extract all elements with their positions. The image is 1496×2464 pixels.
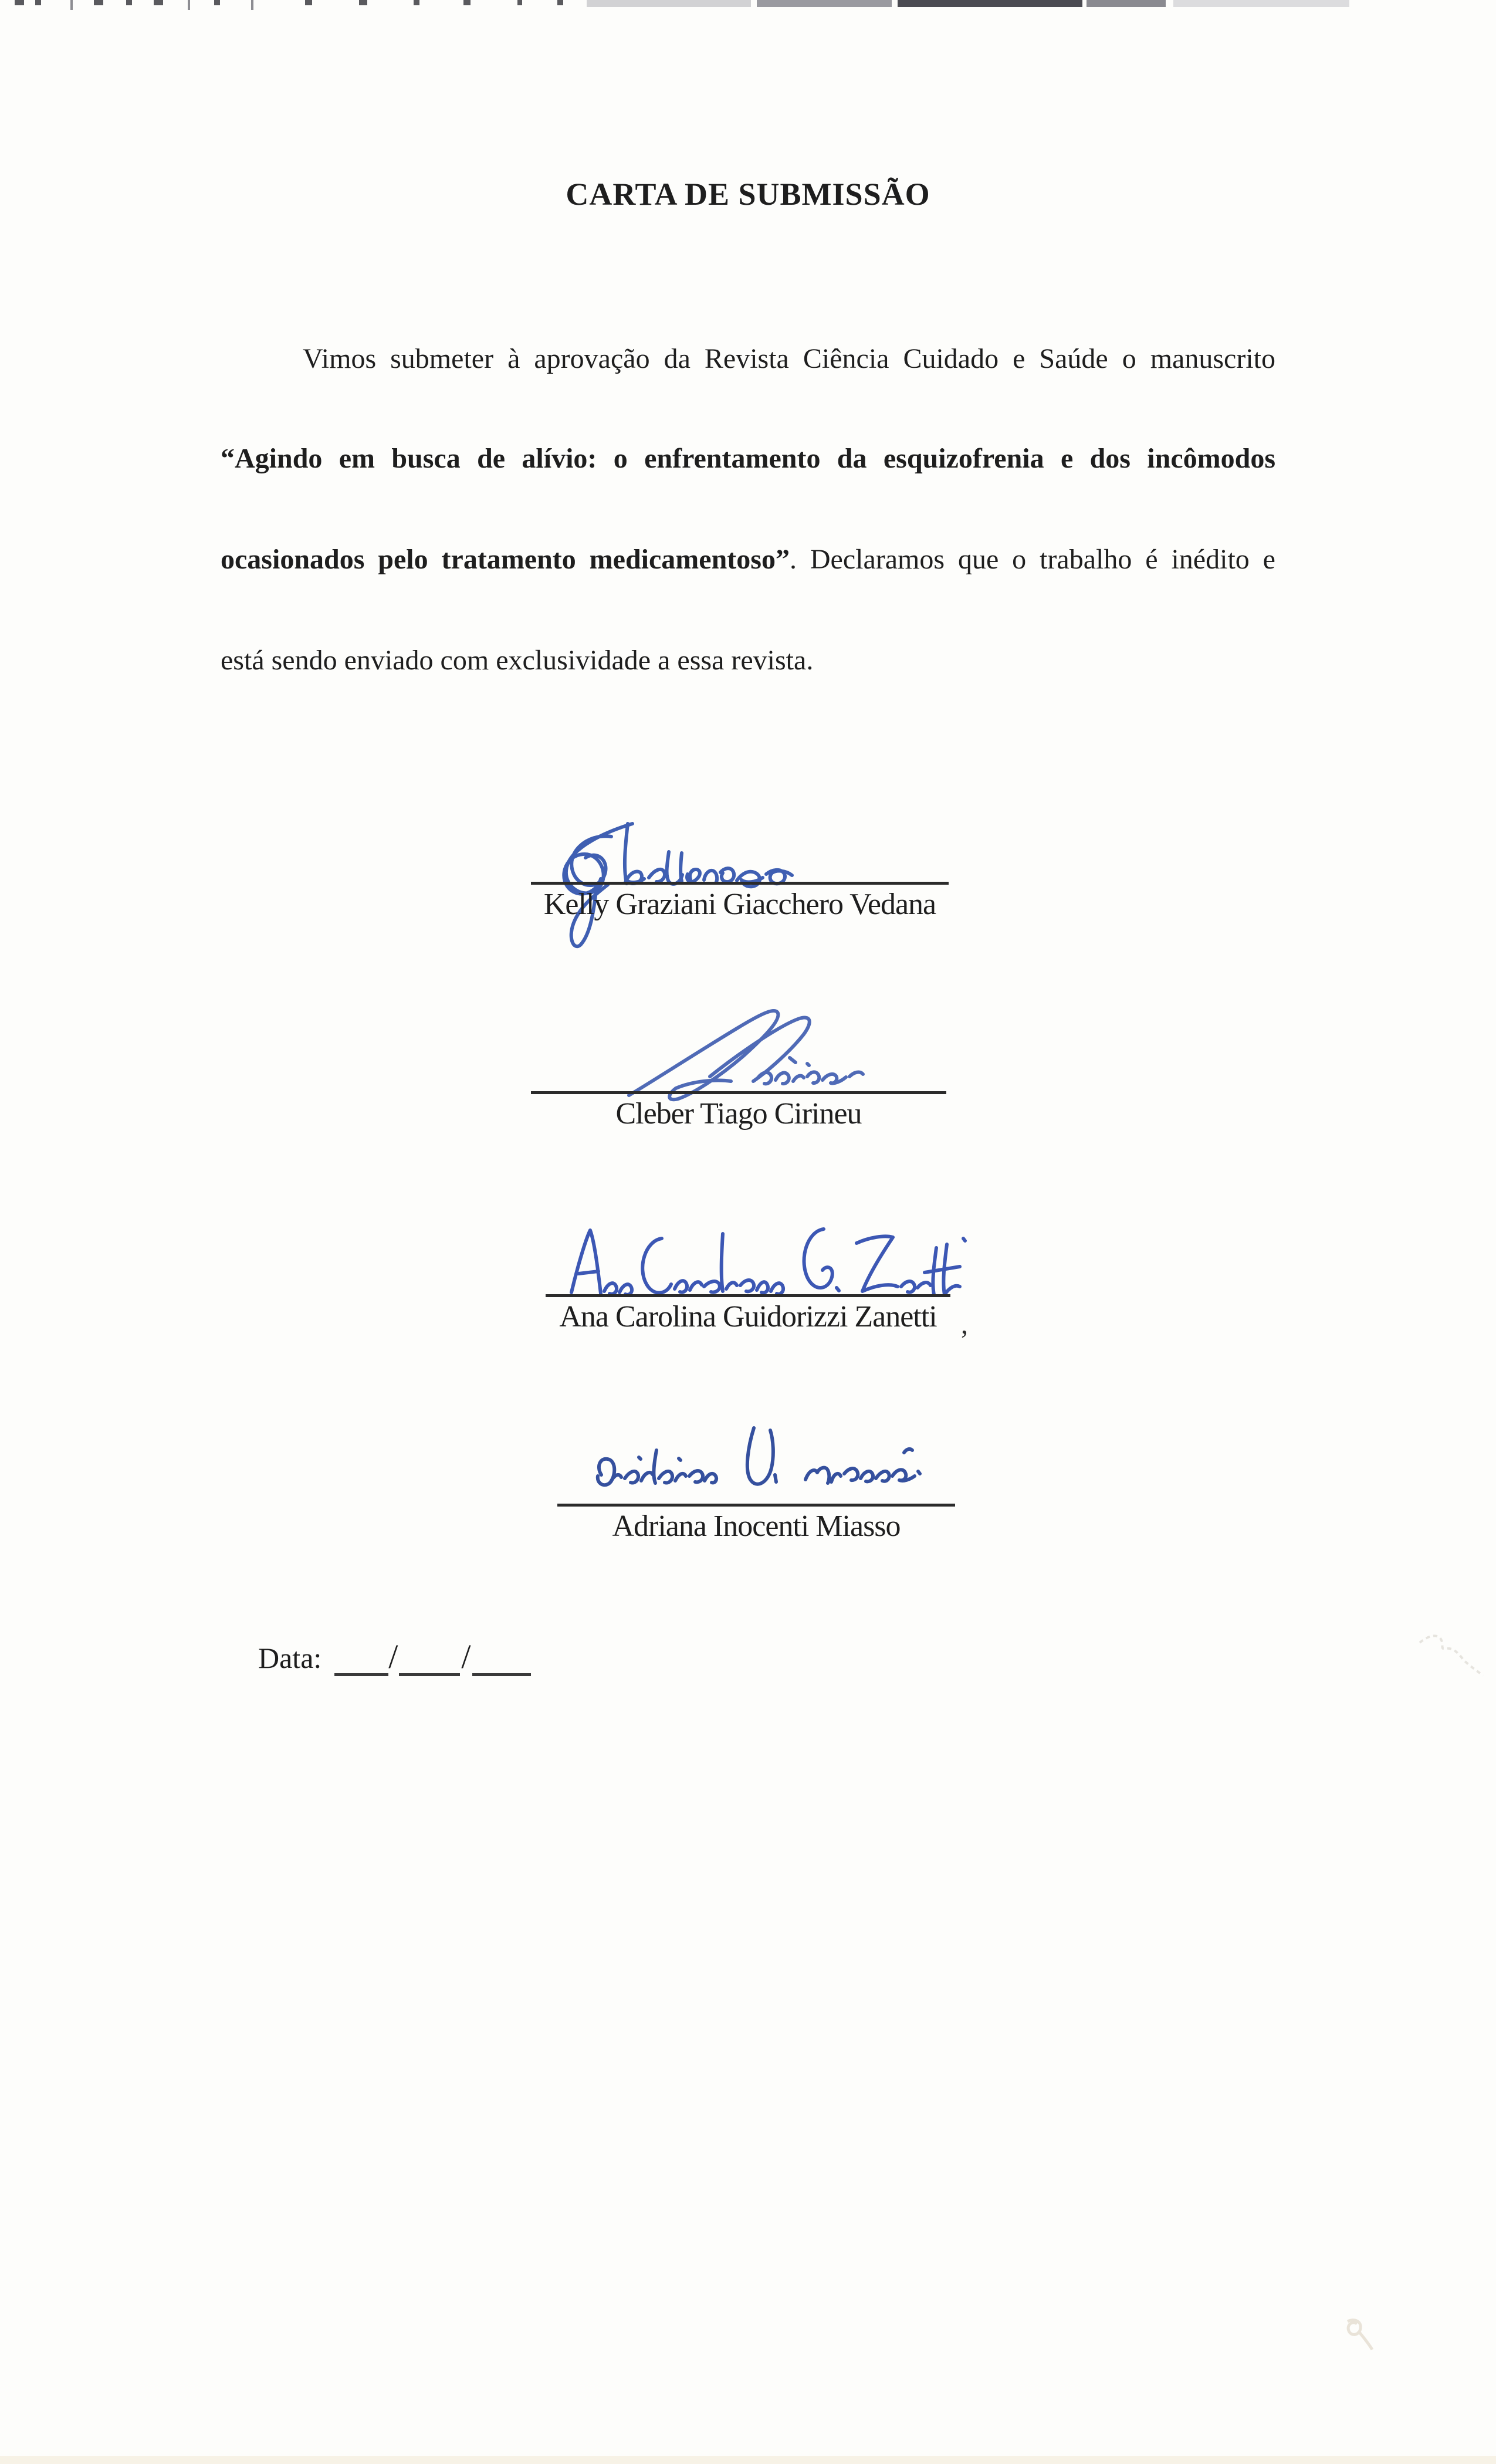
scan-artifact [188, 0, 190, 10]
signature-3-trailing-mark: , [961, 1309, 968, 1340]
handwritten-signature-miasso [578, 1414, 959, 1511]
paragraph-line-3 [221, 542, 1275, 577]
paragraph-line-4: está sendo enviado com exclusividade a essa revista. [221, 645, 814, 676]
scan-edge-strip [0, 2456, 1496, 2464]
signature-line-4 [557, 1504, 955, 1507]
scan-artifact [15, 0, 24, 5]
scan-artifact [70, 0, 73, 10]
signature-name-4: Adriana Inocenti Miasso [612, 1509, 901, 1543]
scan-artifact [94, 0, 103, 5]
scan-artifact [251, 0, 253, 10]
signature-name-3: Ana Carolina Guidorizzi Zanetti [559, 1300, 937, 1333]
manuscript-title-bold-text: ocasionados pelo tratamento medicamentoso” [221, 544, 790, 575]
date-label: Data: [258, 1641, 322, 1674]
scan-artifact [1087, 0, 1166, 7]
scan-artifact [305, 0, 312, 5]
signature-line-2 [531, 1091, 946, 1094]
paragraph-regular-text: . Declaramos que o trabalho é inédito e [789, 544, 1275, 575]
page-title: CARTA DE SUBMISSÃO [566, 177, 930, 212]
scan-artifact [463, 0, 471, 5]
date-separator: / [388, 1637, 398, 1676]
scan-smudge [1414, 1619, 1496, 1684]
scan-smudge [1335, 2314, 1387, 2355]
scan-artifact [757, 0, 892, 7]
paragraph-line-2: “Agindo em busca de alívio: o enfrentamento da esquizofrenia e dos incômodos [221, 443, 1275, 474]
date-line [258, 1637, 531, 1676]
date-blank-month [399, 1667, 460, 1676]
date-blank-day [334, 1667, 388, 1676]
date-separator: / [461, 1637, 471, 1676]
handwritten-signature-vedana [540, 815, 810, 956]
handwritten-signature-zanetti [563, 1217, 974, 1305]
signature-name-1: Kelly Graziani Giacchero Vedana [543, 888, 936, 921]
scan-artifact [35, 0, 41, 5]
scan-artifact [587, 0, 751, 7]
scan-artifact [359, 0, 367, 5]
signature-line-1 [531, 882, 949, 885]
scan-artifact [214, 0, 220, 5]
scan-artifact [557, 0, 563, 5]
scan-artifact [154, 0, 163, 5]
scan-artifact [517, 0, 522, 5]
signature-line-3 [546, 1294, 950, 1297]
paragraph-line-1: Vimos submeter à aprovação da Revista Ciência Cuidado e Saúde o manuscrito [303, 343, 1275, 374]
scan-artifact [898, 0, 1082, 7]
scan-artifact [414, 0, 419, 5]
signature-name-2: Cleber Tiago Cirineu [615, 1097, 862, 1131]
date-blank-year [472, 1667, 531, 1676]
scan-artifact [126, 0, 132, 5]
scan-artifact [1173, 0, 1349, 7]
